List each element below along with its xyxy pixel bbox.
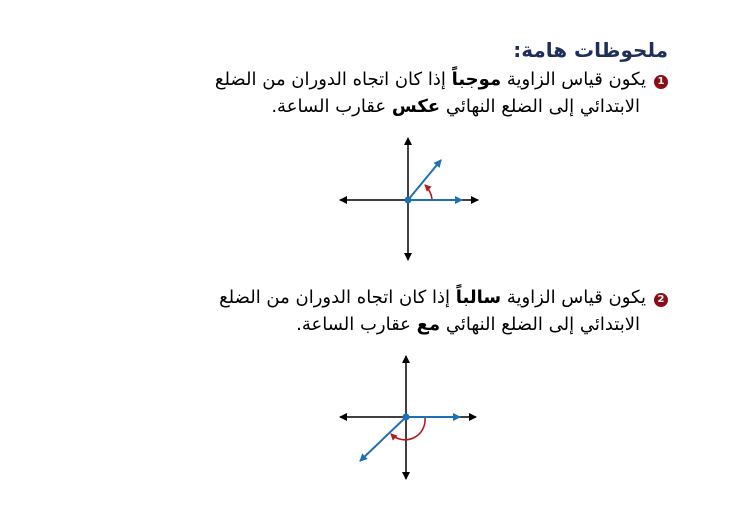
note-keyword: عكس	[391, 96, 441, 117]
note-line-2	[219, 311, 640, 338]
clockwise-arc	[391, 418, 425, 440]
bullet-number-1: 1	[654, 75, 668, 89]
note-text: الابتدائي إلى الضلع النهائي	[440, 314, 640, 335]
note-line-1	[219, 284, 668, 311]
terminal-side-ray	[408, 160, 441, 200]
bullet-number-2: 2	[654, 293, 668, 307]
note-negative-angle	[219, 284, 668, 338]
note-text: عقارب الساعة.	[271, 96, 392, 117]
note-keyword: سالباً	[455, 287, 502, 308]
counterclockwise-arc	[425, 185, 432, 199]
page-title: ملحوظات هامة:	[513, 38, 668, 62]
note-text: عقارب الساعة.	[296, 314, 417, 335]
note-text: يكون قياس الزاوية	[501, 287, 646, 308]
origin-point	[403, 414, 410, 421]
note-keyword: مع	[416, 314, 441, 335]
note-text: يكون قياس الزاوية	[501, 69, 646, 90]
note-text: الابتدائي إلى الضلع النهائي	[440, 96, 640, 117]
note-text: إذا كان اتجاه الدوران من الضلع	[219, 287, 456, 308]
note-text: إذا كان اتجاه الدوران من الضلع	[214, 69, 452, 90]
origin-point	[405, 197, 412, 204]
note-keyword: موجباً	[451, 69, 502, 90]
